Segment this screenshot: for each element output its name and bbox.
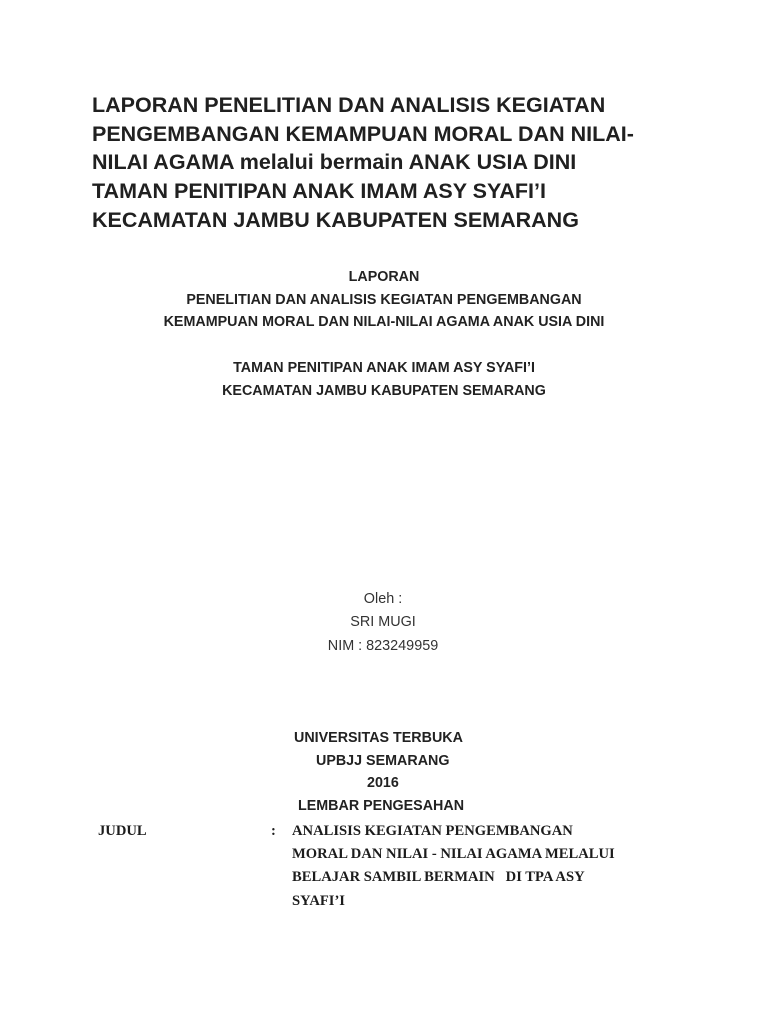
document-title-line: PENGEMBANGAN KEMAMPUAN MORAL DAN NILAI- bbox=[92, 121, 634, 146]
location-line: TAMAN PENITIPAN ANAK IMAM ASY SYAFI’I bbox=[233, 360, 535, 376]
document-title bbox=[92, 91, 712, 235]
cover-heading bbox=[0, 266, 768, 334]
approval-title-line: BELAJAR SAMBIL BERMAIN DI TPA ASY bbox=[292, 869, 585, 886]
approval-label: JUDUL bbox=[98, 823, 147, 839]
document-title-line: TAMAN PENITIPAN ANAK IMAM ASY SYAFI’I bbox=[92, 179, 546, 204]
cover-heading-line: LAPORAN bbox=[348, 269, 420, 285]
approval-title-line: SYAFI’I bbox=[292, 892, 345, 909]
year: 2016 bbox=[367, 775, 399, 792]
approval-title-line: ANALISIS KEGIATAN PENGEMBANGAN bbox=[292, 823, 573, 839]
location-block bbox=[0, 357, 768, 402]
author-nim: NIM : 823249959 bbox=[327, 637, 439, 654]
author-block bbox=[0, 588, 766, 658]
document-title-line: NILAI AGAMA melalui bermain ANAK USIA DINI bbox=[92, 150, 577, 175]
document-title-line: LAPORAN PENELITIAN DAN ANALISIS KEGIATAN bbox=[92, 93, 606, 117]
document-title-line: KECAMATAN JAMBU KABUPATEN SEMARANG bbox=[92, 207, 579, 232]
cover-heading-line: PENELITIAN DAN ANALISIS KEGIATAN PENGEMBANGAN bbox=[186, 291, 582, 308]
sheet-title: LEMBAR PENGESAHAN bbox=[298, 798, 465, 815]
approval-separator: : bbox=[271, 823, 276, 839]
location-line: KECAMATAN JAMBU KABUPATEN SEMARANG bbox=[222, 382, 546, 399]
approval-title bbox=[292, 820, 652, 913]
university-name: UNIVERSITAS TERBUKA bbox=[294, 730, 463, 746]
author-by-label: Oleh : bbox=[363, 591, 403, 607]
unit-name: UPBJJ SEMARANG bbox=[316, 752, 450, 769]
cover-heading-line: KEMAMPUAN MORAL DAN NILAI-NILAI AGAMA ANAK USIA DINI bbox=[163, 314, 605, 331]
author-name: SRI MUGI bbox=[350, 614, 416, 631]
approval-title-line: MORAL DAN NILAI - NILAI AGAMA MELALUI bbox=[292, 846, 615, 863]
